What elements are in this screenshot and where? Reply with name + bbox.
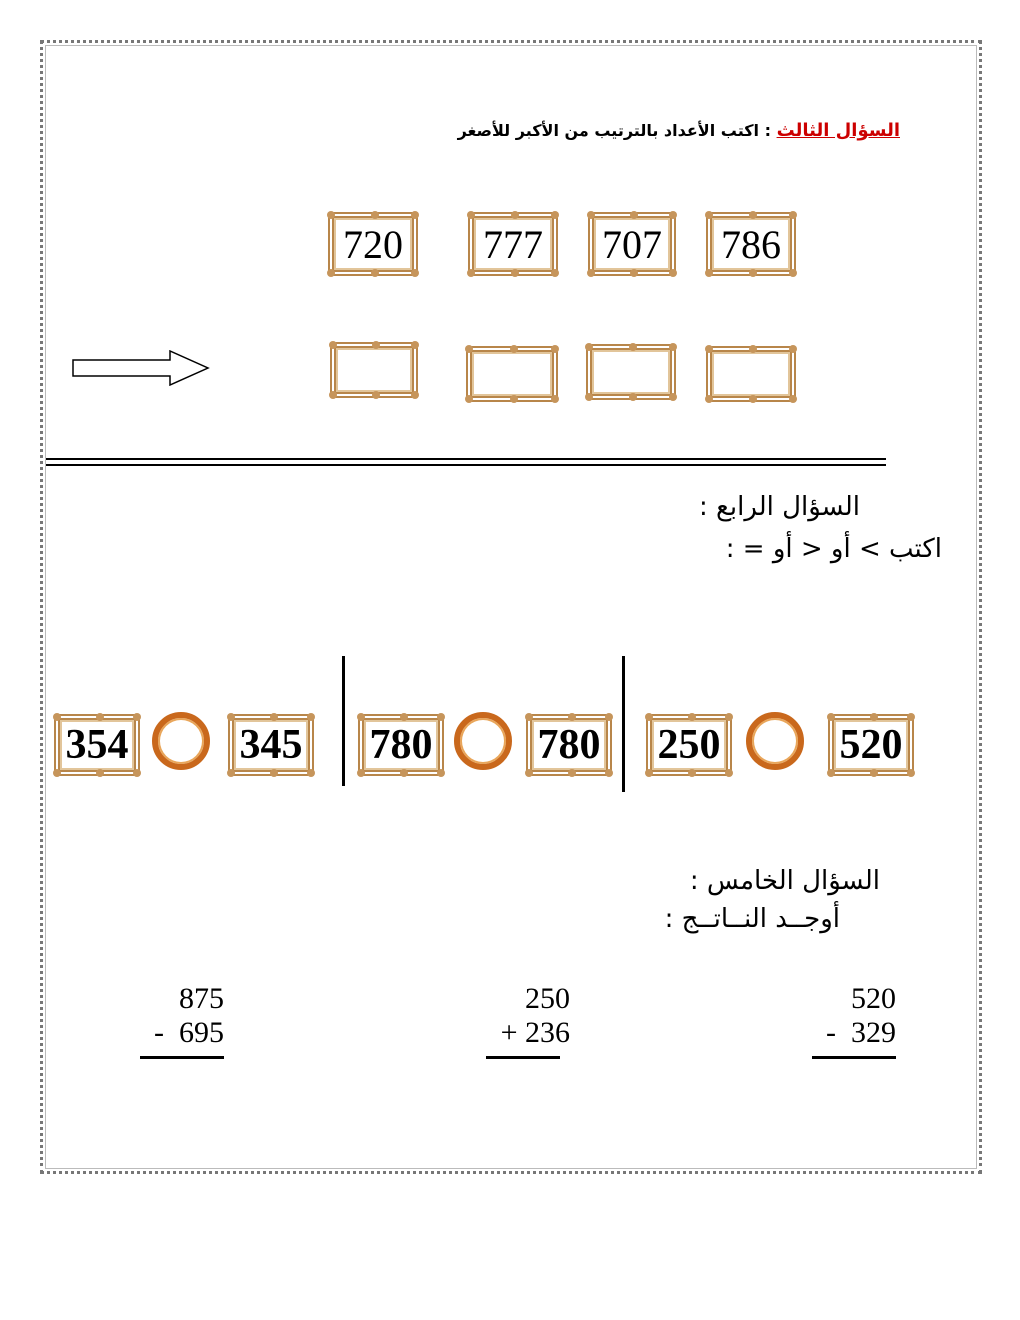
right-arrow-icon (72, 350, 212, 386)
compare-box-520 (828, 714, 914, 776)
number-box-707 (588, 212, 676, 276)
answer-box-2[interactable] (466, 346, 558, 402)
problem-2-top: 250 (525, 982, 570, 1015)
compare-box-780-right (526, 714, 612, 776)
question-5-instruction: أوجــد النــاتــج : (664, 904, 840, 934)
question-4-instruction: اكتب > أو < أو = : (725, 534, 942, 564)
number-box-720 (328, 212, 418, 276)
question-5-title: السؤال الخامس : (689, 866, 880, 896)
problem-2-answer-line[interactable] (486, 1056, 560, 1059)
subtraction-problem-2 (812, 982, 896, 1059)
problem-1-bottom: - 695 (154, 1016, 224, 1049)
problem-3-top: 520 (851, 982, 896, 1015)
number-345: 345 (239, 722, 303, 768)
number-520: 520 (839, 722, 903, 768)
problem-3-bottom: - 329 (826, 1016, 896, 1049)
number-780-left: 780 (369, 722, 433, 768)
problem-1-top: 875 (179, 982, 224, 1015)
compare-circle-2[interactable] (454, 712, 512, 770)
compare-box-345 (228, 714, 314, 776)
compare-box-780-left (358, 714, 444, 776)
number-box-777 (468, 212, 558, 276)
number-box-786 (706, 212, 796, 276)
separator-bar-right (622, 656, 625, 792)
divider-line-bottom (46, 464, 886, 466)
answer-box-1[interactable] (330, 342, 418, 398)
number-250: 250 (657, 722, 721, 768)
number-354: 354 (65, 722, 129, 768)
number-777: 777 (483, 221, 543, 267)
question-4-title: السؤال الرابع : (699, 492, 860, 522)
separator-bar-left (342, 656, 345, 786)
answer-box-3[interactable] (586, 344, 676, 400)
number-786: 786 (721, 221, 781, 267)
compare-box-354 (54, 714, 140, 776)
number-707: 707 (602, 221, 662, 267)
question-3-label: السؤال الثالث (776, 120, 900, 141)
compare-box-250 (646, 714, 732, 776)
compare-circle-3[interactable] (746, 712, 804, 770)
answer-box-4[interactable] (706, 346, 796, 402)
question-3-heading (380, 120, 900, 141)
number-720: 720 (343, 221, 403, 267)
problem-2-bottom: + 236 (500, 1016, 570, 1049)
problem-1-answer-line[interactable] (140, 1056, 224, 1059)
problem-3-answer-line[interactable] (812, 1056, 896, 1059)
compare-circle-1[interactable] (152, 712, 210, 770)
number-780-right: 780 (537, 722, 601, 768)
divider-line-top (46, 458, 886, 460)
question-3-instruction: : اكتب الأعداد بالترتيب من الأكبر للأصغر (457, 121, 777, 140)
addition-problem (486, 982, 570, 1059)
subtraction-problem-1 (140, 982, 224, 1059)
